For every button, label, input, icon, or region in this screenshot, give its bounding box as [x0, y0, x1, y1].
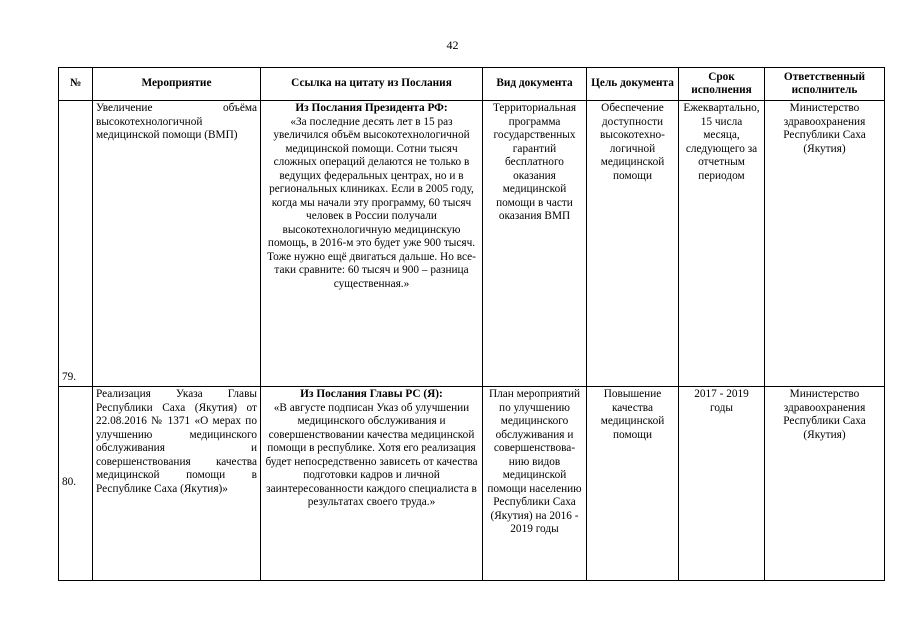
citation-cell	[261, 101, 483, 387]
page-number: 42	[446, 38, 459, 52]
table-header-row	[59, 68, 885, 101]
doc-type-cell: Территориальная программа государственных гарантий бесплатного оказания медицинской помощи в части оказания ВМП	[483, 101, 587, 387]
col-header-executor: Ответственный исполнитель	[765, 68, 885, 101]
table-row	[59, 387, 885, 581]
row-number: 80.	[59, 387, 93, 581]
row-number: 79.	[59, 101, 93, 387]
event-cell: Увеличение объёма высокотехнологичной медицинской помощи (ВМП)	[93, 101, 261, 387]
event-cell: Реализация Указа Главы Республики Саха (Якутия) от 22.08.2016 № 1371 «О мерах по улучшению медицинского обслуживания и совершенствования качества медицинской помощи в Республике Саха (Якутия)»	[93, 387, 261, 581]
citation-text: «За последние десять лет в 15 раз увеличился объём высокотехнологичной медицинской помощи. Сотни тысяч сложных операций делаются не только в ведущих федеральных центрах, но и в региональных клиниках. Если в 2005 году, когда мы начали эту программу, 60 тысяч человек в России получали высокотехнологичную медицинскую помощь, в 2016‑м это будет уже 900 тысяч. Тоже нужно ещё двигаться дальше. Но все-таки сравните: 60 тысяч и 900 – разница существенная.»	[267, 115, 476, 290]
col-header-doc-type: Вид документа	[483, 68, 587, 101]
goal-cell: Обеспечение доступности высокотехно-логичной медицинской помощи	[587, 101, 679, 387]
executor-cell: Министерство здравоохранения Республики Саха (Якутия)	[765, 387, 885, 581]
goal-cell: Повышение качества медицинской помощи	[587, 387, 679, 581]
col-header-event: Мероприятие	[93, 68, 261, 101]
citation-source: Из Послания Президента РФ:	[295, 102, 448, 114]
citation-source: Из Послания Главы РС (Я):	[300, 388, 443, 400]
doc-type-cell: План мероприятий по улучшению медицинского обслуживания и совершенствова-нию видов медицинской помощи населению Республики Саха (Якутия) на 2016 - 2019 годы	[483, 387, 587, 581]
events-table	[58, 67, 885, 581]
deadline-cell: 2017 - 2019 годы	[679, 387, 765, 581]
col-header-number: №	[59, 68, 93, 101]
table-row	[59, 101, 885, 387]
col-header-citation: Ссылка на цитату из Послания	[261, 68, 483, 101]
executor-cell: Министерство здравоохранения Республики Саха (Якутия)	[765, 101, 885, 387]
deadline-cell: Ежеквартально, 15 числа месяца, следующего за отчетным периодом	[679, 101, 765, 387]
col-header-deadline: Срок исполнения	[679, 68, 765, 101]
citation-text: «В августе подписан Указ об улучшении медицинского обслуживания и совершенствовании качества медицинской помощи в республике. Хотя его реализация будет непосредственно зависеть от качества подготовки кадров и личной заинтересованности каждого специалиста в результатах своего труда.»	[265, 401, 478, 508]
col-header-goal: Цель документа	[587, 68, 679, 101]
citation-cell	[261, 387, 483, 581]
